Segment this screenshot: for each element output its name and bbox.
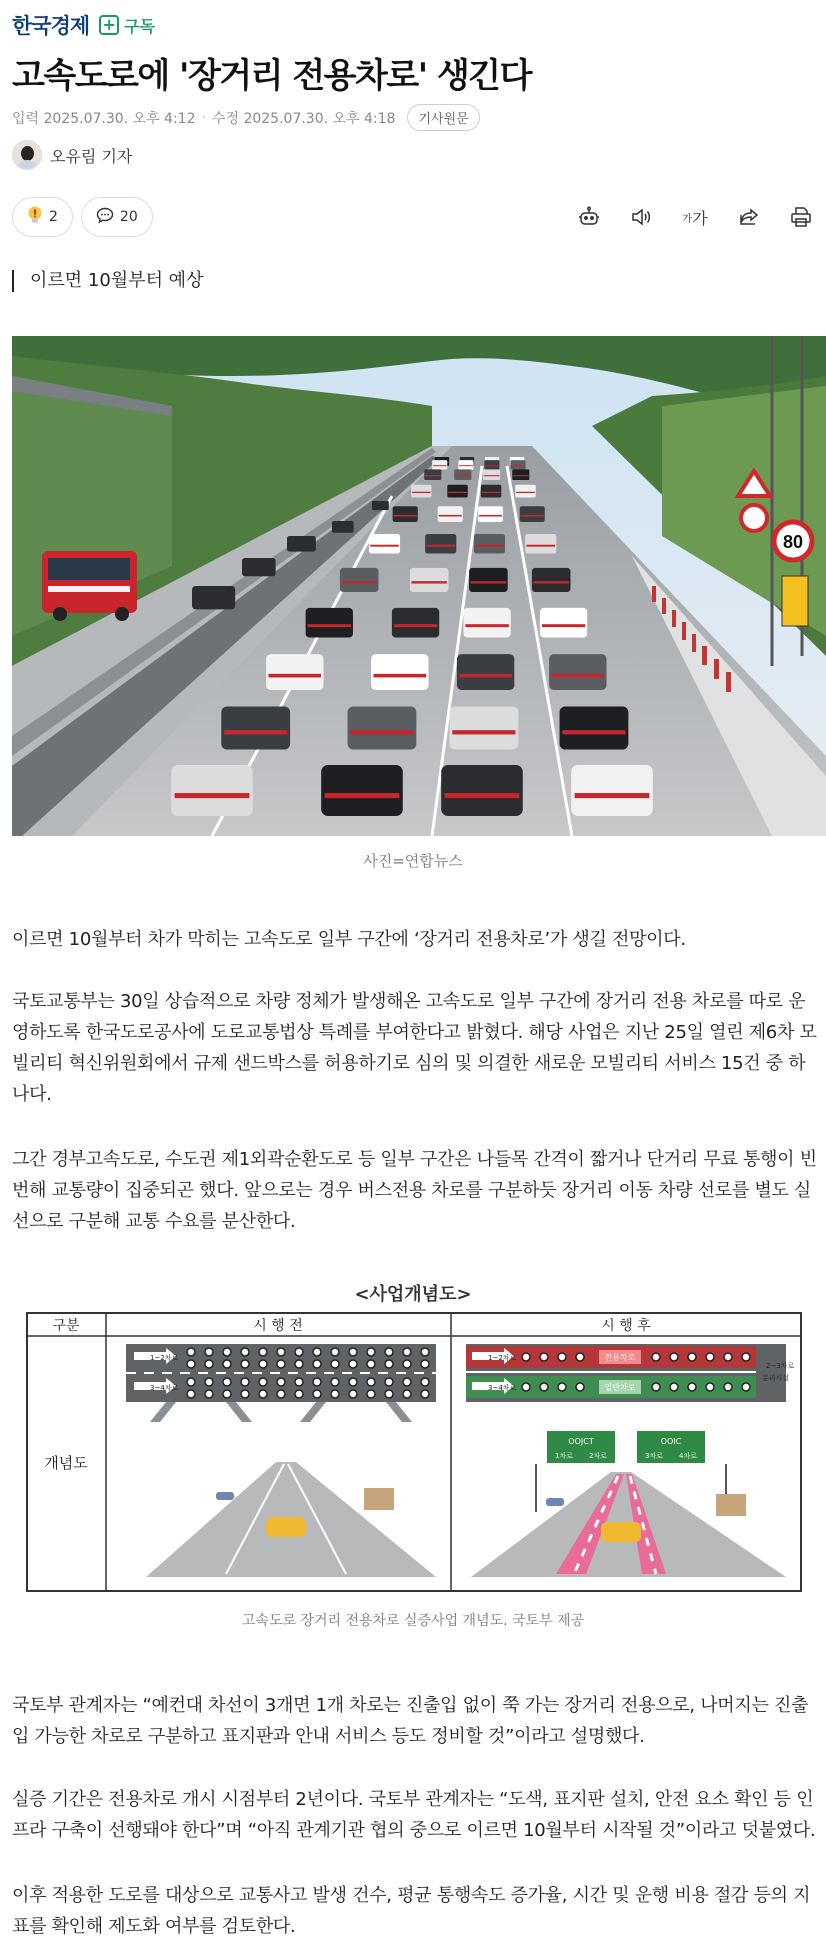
car	[458, 460, 473, 469]
header-after: 시 행 후	[601, 1318, 651, 1334]
vehicle-dot	[367, 1348, 375, 1356]
car-taillight	[562, 730, 625, 734]
comment-button[interactable]	[81, 197, 153, 237]
vehicle-dot	[187, 1390, 195, 1398]
car-taillight	[513, 475, 529, 476]
car	[510, 460, 525, 469]
car	[287, 536, 316, 552]
car	[392, 608, 439, 638]
figure-title: <사업개념도>	[354, 1284, 472, 1305]
vehicle-dot	[706, 1353, 714, 1361]
vehicle-dot	[403, 1360, 411, 1368]
lightbulb-icon	[27, 206, 43, 228]
car	[560, 706, 629, 749]
car-taillight	[516, 492, 535, 493]
vehicle-dot	[724, 1383, 732, 1391]
car	[410, 568, 449, 592]
car-taillight	[342, 581, 377, 583]
vehicle-dot	[522, 1353, 530, 1361]
svg-text:OOIC: OOIC	[660, 1437, 682, 1446]
car	[369, 534, 400, 554]
article-summary: 이르면 10월부터 예상	[12, 270, 203, 292]
vehicle-dot	[313, 1348, 321, 1356]
vehicle-dot	[241, 1390, 249, 1398]
car-taillight	[482, 492, 501, 493]
reaction-count: 2	[49, 209, 58, 225]
car-taillight	[268, 674, 321, 678]
vehicle-dot	[421, 1360, 429, 1368]
vehicle-dot	[403, 1348, 411, 1356]
car-taillight	[459, 465, 473, 466]
robot-summary-icon[interactable]	[576, 204, 602, 230]
car-taillight	[448, 492, 467, 493]
vehicle-dot	[670, 1353, 678, 1361]
car-taillight	[370, 545, 399, 547]
car	[449, 706, 518, 749]
vehicle-dot	[403, 1390, 411, 1398]
body-paragraph-6: 이후 적용한 도로를 대상으로 교통사고 발생 건수, 평균 통행속도 증가율, 시간 및 운행 비용 절감 등의 지표를 확인해 제도화 여부를 검토한다.	[12, 1885, 811, 1937]
subscribe-label: 구독	[124, 16, 156, 36]
car	[469, 568, 508, 592]
car-taillight	[459, 674, 512, 678]
vehicle-dot	[205, 1348, 213, 1356]
vehicle-dot	[349, 1378, 357, 1386]
vehicle-dot	[706, 1383, 714, 1391]
svg-text:1~2차로: 1~2차로	[488, 1354, 517, 1362]
vehicle-dot	[277, 1390, 285, 1398]
car	[532, 568, 571, 592]
vehicle-dot	[421, 1390, 429, 1398]
body-paragraph-5: 실증 기간은 전용차로 개시 시점부터 2년이다. 국토부 관계자는 “도색, 표지판 설치, 안전 요소 확인 등 인프라 구축이 선행돼야 한다”며 “아직 관계기관 협의 중으로 이르면 10월부터 시작될 것”이라고 덧붙였다.	[12, 1789, 816, 1841]
car-taillight	[542, 624, 585, 627]
svg-text:분리시설: 분리시설	[762, 1374, 790, 1382]
car-taillight	[445, 793, 520, 798]
svg-text:4차로: 4차로	[679, 1452, 697, 1460]
car	[332, 521, 354, 533]
svg-text:80: 80	[782, 532, 804, 552]
header-before: 시 행 전	[253, 1318, 303, 1334]
photo-caption: 사진=연합뉴스	[363, 852, 463, 870]
car	[474, 534, 505, 554]
svg-text:3차로: 3차로	[645, 1452, 663, 1460]
article-action-bar	[12, 195, 814, 239]
vehicle-dot	[223, 1348, 231, 1356]
plus-icon: +	[99, 15, 119, 35]
svg-text:1차로: 1차로	[555, 1452, 573, 1460]
car-taillight	[394, 515, 417, 517]
vehicle-dot	[540, 1383, 548, 1391]
vehicle-dot	[385, 1378, 393, 1386]
share-icon[interactable]	[736, 204, 762, 230]
vehicle-dot	[367, 1378, 375, 1386]
car-taillight	[412, 581, 447, 583]
vehicle-dot	[558, 1353, 566, 1361]
car	[242, 558, 276, 576]
vehicle-dot	[670, 1383, 678, 1391]
svg-text:1~2차로: 1~2차로	[150, 1354, 179, 1362]
modified-time: 수정 2025.07.30. 오후 4:18	[211, 110, 396, 127]
vehicle-dot	[277, 1378, 285, 1386]
meta-separator: ·	[201, 109, 206, 126]
car	[484, 460, 499, 469]
vehicle-dot	[205, 1378, 213, 1386]
car	[520, 506, 545, 522]
highway-traffic-photo[interactable]	[12, 336, 826, 836]
vehicle-dot	[223, 1378, 231, 1386]
figure-caption: 고속도로 장거리 전용차로 실증사업 개념도. 국토부 제공	[241, 1613, 585, 1629]
vehicle-dot	[205, 1360, 213, 1368]
car	[441, 765, 523, 816]
car-taillight	[325, 793, 400, 798]
reaction-button[interactable]	[12, 197, 73, 237]
font-size-icon[interactable]	[680, 204, 710, 230]
car	[457, 654, 514, 690]
concept-diagram[interactable]	[26, 1312, 802, 1592]
car	[463, 608, 510, 638]
article-title: 고속도로에 '장거리 전용차로' 생긴다	[12, 56, 531, 96]
car	[192, 586, 235, 609]
car	[454, 469, 471, 480]
vehicle-dot	[187, 1378, 195, 1386]
vehicle-dot	[331, 1348, 339, 1356]
press-logo[interactable]: 한국경제	[12, 13, 90, 38]
comment-icon	[96, 207, 114, 228]
car	[481, 485, 501, 498]
svg-text:일반차로: 일반차로	[604, 1383, 636, 1392]
car-taillight	[521, 515, 544, 517]
vehicle-dot	[576, 1353, 584, 1361]
vehicle-dot	[385, 1360, 393, 1368]
car	[171, 765, 253, 816]
vehicle-dot	[277, 1348, 285, 1356]
vehicle-dot	[349, 1390, 357, 1398]
car-taillight	[484, 475, 500, 476]
vehicle-dot	[652, 1383, 660, 1391]
car-taillight	[308, 624, 351, 627]
car-taillight	[465, 624, 508, 627]
vehicle-dot	[522, 1383, 530, 1391]
comment-count: 20	[119, 209, 138, 225]
vehicle-dot	[403, 1378, 411, 1386]
font-size-small-glyph: 가	[682, 213, 693, 225]
car	[515, 485, 535, 498]
vehicle-dot	[688, 1383, 696, 1391]
car	[372, 501, 389, 510]
svg-text:3~4차로: 3~4차로	[488, 1384, 517, 1392]
svg-text:전용차로: 전용차로	[604, 1353, 636, 1362]
body-paragraph-2: 국토교통부는 30일 상습적으로 차량 정체가 발생해온 고속도로 일부 구간에 장거리 전용 차로를 따로 운영하도록 한국도로공사에 도로교통법상 특례를 부여한다고 밝혔다. 해당 사업은 지난 25일 열린 제6차 모빌리티 혁신위원회에서 규제 샌드박스를 허용하기로 심의 및 의결한 새로운 모빌리티 서비스 15건 중 하나다.	[12, 991, 817, 1105]
car	[371, 654, 428, 690]
vehicle-dot	[205, 1390, 213, 1398]
car-taillight	[471, 581, 506, 583]
vehicle-dot	[313, 1378, 321, 1386]
vehicle-dot	[688, 1353, 696, 1361]
car-taillight	[425, 475, 441, 476]
article-meta	[12, 104, 480, 131]
car	[549, 654, 606, 690]
car-taillight	[534, 581, 569, 583]
vehicle-dot	[295, 1348, 303, 1356]
body-paragraph-1: 이르면 10월부터 차가 막히는 고속도로 일부 구간에 ‘장거리 전용차로’가 생길 전망이다.	[12, 929, 686, 950]
vehicle-dot	[331, 1390, 339, 1398]
car-taillight	[452, 730, 515, 734]
article-tools	[576, 204, 814, 230]
vehicle-dot	[259, 1348, 267, 1356]
header-category: 구분	[52, 1318, 80, 1334]
car-taillight	[479, 515, 502, 517]
subscribe-button[interactable]	[99, 14, 155, 37]
car-taillight	[575, 793, 650, 798]
author-name: 오유림 기자	[50, 146, 133, 166]
svg-text:3~4차로: 3~4차로	[150, 1384, 179, 1392]
vehicle-dot	[331, 1378, 339, 1386]
speed-limit-sign	[774, 522, 812, 560]
car-taillight	[511, 465, 525, 466]
body-paragraph-3: 그간 경부고속도로, 수도권 제1외곽순환도로 등 일부 구간은 나들목 간격이 짧거나 단거리 무료 통행이 빈번해 교통량이 집중되곤 했다. 앞으로는 경우 버스전용 차로를 구분하듯 장거리 이동 차량 선로를 별도 실선으로 구분해 교통 수요를 분산한다.	[12, 1149, 817, 1232]
vehicle-dot	[576, 1383, 584, 1391]
body-paragraph-4: 국토부 관계자는 “예컨대 차선이 3개면 1개 차로는 진출입 없이 쭉 가는 장거리 전용으로, 나머지는 진출입 가능한 차로로 구분하고 표지판과 안내 서비스 등도 정비할 것”이라고 설명했다.	[12, 1695, 809, 1747]
car	[340, 568, 379, 592]
vehicle-dot	[223, 1390, 231, 1398]
car-taillight	[373, 674, 426, 678]
vehicle-dot	[367, 1390, 375, 1398]
speaker-icon[interactable]	[628, 204, 654, 230]
svg-text:2차로: 2차로	[589, 1452, 607, 1460]
vehicle-dot	[349, 1360, 357, 1368]
vehicle-dot	[349, 1348, 357, 1356]
vehicle-dot	[724, 1353, 732, 1361]
vehicle-dot	[540, 1353, 548, 1361]
car	[424, 469, 441, 480]
car	[411, 485, 431, 498]
vehicle-dot	[187, 1360, 195, 1368]
car-taillight	[394, 624, 437, 627]
car	[438, 506, 463, 522]
vehicle-dot	[241, 1378, 249, 1386]
vehicle-dot	[259, 1390, 267, 1398]
car-taillight	[224, 730, 287, 734]
vehicle-dot	[385, 1390, 393, 1398]
car-taillight	[485, 465, 499, 466]
car	[306, 608, 353, 638]
car-taillight	[526, 545, 555, 547]
vehicle-dot	[187, 1348, 195, 1356]
vehicle-dot	[295, 1378, 303, 1386]
vehicle-dot	[241, 1348, 249, 1356]
vehicle-dot	[421, 1348, 429, 1356]
vehicle-dot	[277, 1360, 285, 1368]
press-header	[12, 10, 155, 40]
car-taillight	[350, 730, 413, 734]
vehicle-dot	[367, 1360, 375, 1368]
vehicle-dot	[259, 1360, 267, 1368]
car	[478, 506, 503, 522]
print-icon[interactable]	[788, 204, 814, 230]
car	[425, 534, 456, 554]
car	[221, 706, 290, 749]
car	[348, 706, 417, 749]
car	[447, 485, 467, 498]
vehicle-dot	[241, 1360, 249, 1368]
car-taillight	[439, 515, 462, 517]
car	[525, 534, 556, 554]
font-size-big-glyph: 가	[692, 208, 708, 228]
vehicle-dot	[223, 1360, 231, 1368]
car	[266, 654, 323, 690]
car	[540, 608, 587, 638]
car	[321, 765, 403, 816]
vehicle-dot	[295, 1360, 303, 1368]
car-taillight	[175, 793, 250, 798]
vehicle-dot	[421, 1378, 429, 1386]
input-time: 입력 2025.07.30. 오후 4:12	[12, 110, 196, 127]
vehicle-dot	[742, 1383, 750, 1391]
car-taillight	[551, 674, 604, 678]
car-taillight	[426, 545, 455, 547]
author-info[interactable]	[12, 140, 132, 170]
car	[571, 765, 653, 816]
vehicle-dot	[259, 1378, 267, 1386]
row-label: 개념도	[44, 1454, 88, 1472]
vehicle-dot	[313, 1390, 321, 1398]
car	[483, 469, 500, 480]
car	[512, 469, 529, 480]
vehicle-dot	[558, 1383, 566, 1391]
car-taillight	[433, 465, 447, 466]
vehicle-dot	[652, 1353, 660, 1361]
car	[432, 460, 447, 469]
car-taillight	[455, 475, 471, 476]
vehicle-dot	[295, 1390, 303, 1398]
vehicle-dot	[331, 1360, 339, 1368]
author-avatar	[12, 140, 42, 170]
svg-text:2~3차로: 2~3차로	[766, 1362, 795, 1370]
original-article-button[interactable]: 기사원문	[407, 104, 479, 131]
vehicle-dot	[385, 1348, 393, 1356]
vehicle-dot	[742, 1353, 750, 1361]
car	[393, 506, 418, 522]
vehicle-dot	[313, 1360, 321, 1368]
svg-text:OOJCT: OOJCT	[568, 1437, 594, 1446]
car-taillight	[475, 545, 504, 547]
car-taillight	[412, 492, 431, 493]
